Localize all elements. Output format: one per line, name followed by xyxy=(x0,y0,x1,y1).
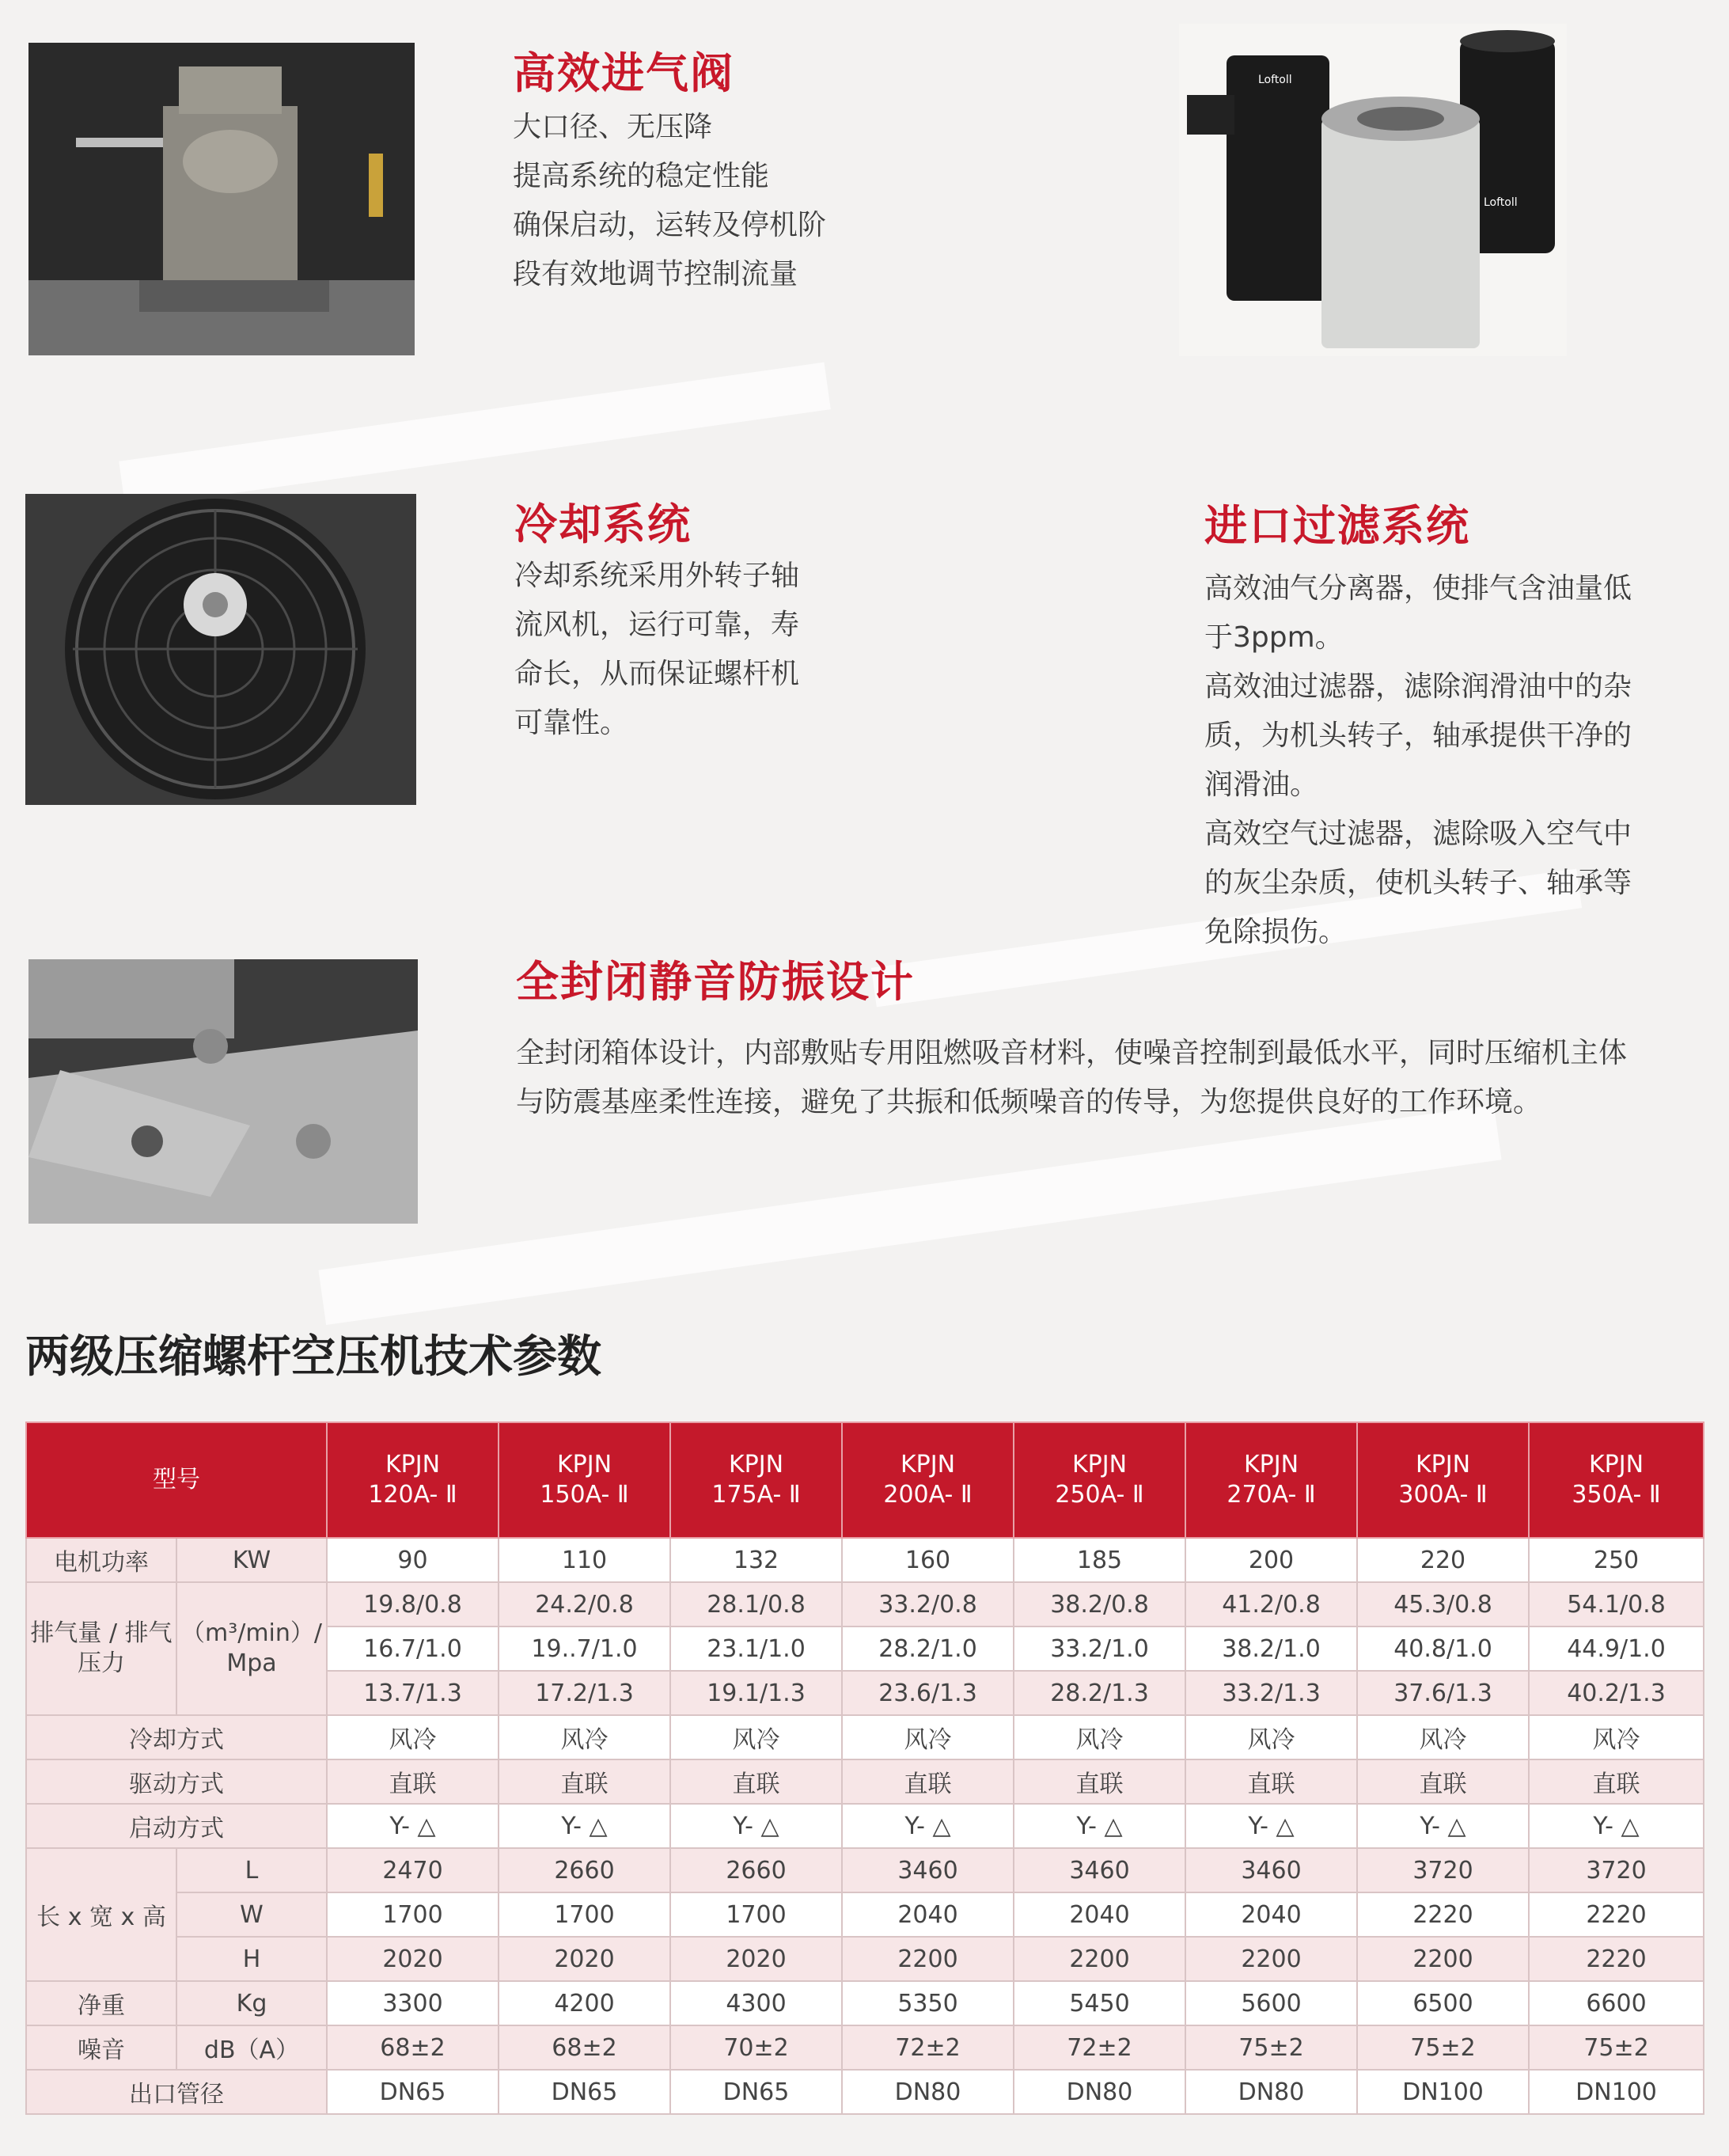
table-cell: DN100 xyxy=(1529,2070,1704,2114)
model-header: KPJN 200A- Ⅱ xyxy=(842,1422,1014,1538)
table-cell: 200 xyxy=(1185,1538,1357,1582)
table-cell: 44.9/1.0 xyxy=(1529,1626,1704,1671)
text-line: 大口径、无压降 xyxy=(513,111,713,143)
table-row-flow xyxy=(26,1582,1704,1626)
table-cell: 45.3/0.8 xyxy=(1357,1582,1529,1626)
table-row-noise xyxy=(26,2025,1704,2070)
model-header: KPJN 175A- Ⅱ xyxy=(670,1422,842,1538)
text-line: 确保启动，运转及停机阶 xyxy=(513,209,827,241)
model-header-label: 型号 xyxy=(26,1422,327,1538)
model-header: KPJN 150A- Ⅱ xyxy=(499,1422,670,1538)
table-cell: 33.2/1.0 xyxy=(1014,1626,1185,1671)
table-cell: Y- △ xyxy=(327,1804,499,1848)
table-row-dims-l xyxy=(26,1848,1704,1892)
text-line: 高效油气分离器，使排气含油量低 xyxy=(1204,572,1632,605)
table-row-power xyxy=(26,1538,1704,1582)
table-cell: 68±2 xyxy=(327,2025,499,2070)
table-cell: 直联 xyxy=(1185,1759,1357,1804)
table-cell: 2660 xyxy=(670,1848,842,1892)
table-cell: 2200 xyxy=(1014,1937,1185,1981)
table-cell: 2200 xyxy=(1357,1937,1529,1981)
table-cell: 40.2/1.3 xyxy=(1529,1671,1704,1715)
text-line: 全封闭箱体设计，内部敷贴专用阻燃吸音材料，使噪音控制到最低水平，同时压缩机主体 xyxy=(516,1037,1628,1069)
text-line: 于3ppm。 xyxy=(1204,621,1344,654)
table-cell: 70±2 xyxy=(670,2025,842,2070)
text-line: 的灰尘杂质，使机头转子、轴承等 xyxy=(1204,867,1632,899)
table-cell: 风冷 xyxy=(1185,1715,1357,1759)
table-cell: 23.1/1.0 xyxy=(670,1626,842,1671)
table-cell: Y- △ xyxy=(1185,1804,1357,1848)
table-cell: 2200 xyxy=(842,1937,1014,1981)
table-cell: 1700 xyxy=(670,1892,842,1937)
table-cell: DN100 xyxy=(1357,2070,1529,2114)
table-cell: 风冷 xyxy=(327,1715,499,1759)
table-cell: Y- △ xyxy=(499,1804,670,1848)
silent-design-text xyxy=(516,1029,1627,1127)
row-label: 排气量 / 排气压力 xyxy=(26,1582,176,1715)
model-header: KPJN 270A- Ⅱ xyxy=(1185,1422,1357,1538)
model-header: KPJN 350A- Ⅱ xyxy=(1529,1422,1704,1538)
table-cell: 2470 xyxy=(327,1848,499,1892)
model-header-row xyxy=(26,1422,1704,1538)
table-cell: 16.7/1.0 xyxy=(327,1626,499,1671)
table-row-dims-h xyxy=(26,1937,1704,1981)
silent-design-title: 全封闭静音防振设计 xyxy=(516,957,915,1007)
text-line: 提高系统的稳定性能 xyxy=(513,160,770,192)
filtration-system-text xyxy=(1204,564,1632,957)
table-cell: Y- △ xyxy=(1014,1804,1185,1848)
table-cell: 5600 xyxy=(1185,1981,1357,2025)
table-cell: DN80 xyxy=(1185,2070,1357,2114)
intake-valve-title: 高效进气阀 xyxy=(513,48,734,98)
table-cell: 风冷 xyxy=(1357,1715,1529,1759)
spec-table xyxy=(25,1422,1704,2115)
table-cell: 90 xyxy=(327,1538,499,1582)
table-cell: Y- △ xyxy=(842,1804,1014,1848)
row-unit: KW xyxy=(176,1538,327,1582)
row-label: 长 x 宽 x 高 xyxy=(26,1848,176,1981)
table-cell: 72±2 xyxy=(1014,2025,1185,2070)
table-cell: 直联 xyxy=(499,1759,670,1804)
table-cell: 24.2/0.8 xyxy=(499,1582,670,1626)
table-cell: 33.2/1.3 xyxy=(1185,1671,1357,1715)
table-row-weight xyxy=(26,1981,1704,2025)
table-cell: 6500 xyxy=(1357,1981,1529,2025)
table-cell: Y- △ xyxy=(670,1804,842,1848)
table-cell: 54.1/0.8 xyxy=(1529,1582,1704,1626)
table-cell: 3300 xyxy=(327,1981,499,2025)
table-cell: 3460 xyxy=(842,1848,1014,1892)
table-cell: 直联 xyxy=(1014,1759,1185,1804)
model-header: KPJN 120A- Ⅱ xyxy=(327,1422,499,1538)
table-cell: 3460 xyxy=(1014,1848,1185,1892)
table-cell: 250 xyxy=(1529,1538,1704,1582)
spec-table-title: 两级压缩螺杆空压机技术参数 xyxy=(25,1331,601,1383)
filter-brand-label-1: Loftoll xyxy=(1258,74,1292,86)
table-cell: DN80 xyxy=(1014,2070,1185,2114)
table-cell: 风冷 xyxy=(670,1715,842,1759)
table-cell: Y- △ xyxy=(1529,1804,1704,1848)
table-cell: 直联 xyxy=(842,1759,1014,1804)
background-streak xyxy=(119,362,831,509)
table-cell: 160 xyxy=(842,1538,1014,1582)
background-streak xyxy=(318,1105,1501,1325)
table-cell: 28.2/1.3 xyxy=(1014,1671,1185,1715)
cooling-system-text xyxy=(514,552,799,748)
table-cell: 40.8/1.0 xyxy=(1357,1626,1529,1671)
cooling-system-title: 冷却系统 xyxy=(514,499,692,549)
table-cell: 2200 xyxy=(1185,1937,1357,1981)
text-line: 流风机，运行可靠，寿 xyxy=(514,609,800,641)
table-cell: 5450 xyxy=(1014,1981,1185,2025)
row-label: 电机功率 xyxy=(26,1538,176,1582)
table-cell: 33.2/0.8 xyxy=(842,1582,1014,1626)
row-unit: （m³/min）/ Mpa xyxy=(176,1582,327,1715)
table-cell: 直联 xyxy=(1529,1759,1704,1804)
text-line: 润滑油。 xyxy=(1204,769,1319,801)
text-line: 冷却系统采用外转子轴 xyxy=(514,560,800,592)
table-cell: 风冷 xyxy=(1014,1715,1185,1759)
table-cell: 2660 xyxy=(499,1848,670,1892)
table-cell: 220 xyxy=(1357,1538,1529,1582)
table-cell: 2040 xyxy=(1014,1892,1185,1937)
table-cell: 2020 xyxy=(327,1937,499,1981)
model-header: KPJN 300A- Ⅱ xyxy=(1357,1422,1529,1538)
table-cell: 75±2 xyxy=(1357,2025,1529,2070)
table-cell: 1700 xyxy=(499,1892,670,1937)
text-line: 高效空气过滤器，滤除吸入空气中 xyxy=(1204,818,1632,850)
row-unit: W xyxy=(176,1892,327,1937)
row-label: 驱动方式 xyxy=(26,1759,327,1804)
table-cell: 3720 xyxy=(1357,1848,1529,1892)
text-line: 高效油过滤器，滤除润滑油中的杂 xyxy=(1204,670,1632,703)
table-row-cooling xyxy=(26,1715,1704,1759)
text-line: 段有效地调节控制流量 xyxy=(513,258,798,290)
row-label: 净重 xyxy=(26,1981,176,2025)
table-cell: 4200 xyxy=(499,1981,670,2025)
table-cell: 19..7/1.0 xyxy=(499,1626,670,1671)
table-cell: 75±2 xyxy=(1185,2025,1357,2070)
table-cell: 17.2/1.3 xyxy=(499,1671,670,1715)
table-cell: 72±2 xyxy=(842,2025,1014,2070)
table-cell: 2220 xyxy=(1529,1892,1704,1937)
row-label: 启动方式 xyxy=(26,1804,327,1848)
table-cell: 38.2/1.0 xyxy=(1185,1626,1357,1671)
table-cell: 风冷 xyxy=(1529,1715,1704,1759)
damper-photo xyxy=(28,959,418,1224)
table-row-start xyxy=(26,1804,1704,1848)
table-cell: 2220 xyxy=(1357,1892,1529,1937)
table-row-drive xyxy=(26,1759,1704,1804)
row-unit: L xyxy=(176,1848,327,1892)
row-label: 冷却方式 xyxy=(26,1715,327,1759)
table-cell: DN65 xyxy=(327,2070,499,2114)
table-cell: 2220 xyxy=(1529,1937,1704,1981)
table-cell: 5350 xyxy=(842,1981,1014,2025)
table-cell: 2020 xyxy=(499,1937,670,1981)
table-cell: 28.2/1.0 xyxy=(842,1626,1014,1671)
table-cell: Y- △ xyxy=(1357,1804,1529,1848)
table-row-outlet xyxy=(26,2070,1704,2114)
table-cell: 185 xyxy=(1014,1538,1185,1582)
table-cell: 2020 xyxy=(670,1937,842,1981)
row-unit: Kg xyxy=(176,1981,327,2025)
row-unit: dB（A） xyxy=(176,2025,327,2070)
table-cell: 132 xyxy=(670,1538,842,1582)
table-cell: DN80 xyxy=(842,2070,1014,2114)
table-cell: 13.7/1.3 xyxy=(327,1671,499,1715)
table-cell: 23.6/1.3 xyxy=(842,1671,1014,1715)
text-line: 免除损伤。 xyxy=(1204,916,1348,948)
table-cell: 3460 xyxy=(1185,1848,1357,1892)
filter-brand-label-2: Loftoll xyxy=(1484,196,1518,209)
table-cell: 19.8/0.8 xyxy=(327,1582,499,1626)
table-cell: 37.6/1.3 xyxy=(1357,1671,1529,1715)
table-cell: 2040 xyxy=(842,1892,1014,1937)
cooling-fan-photo xyxy=(25,494,416,805)
table-cell: 41.2/0.8 xyxy=(1185,1582,1357,1626)
table-cell: 风冷 xyxy=(499,1715,670,1759)
table-cell: 6600 xyxy=(1529,1981,1704,2025)
text-line: 质，为机头转子，轴承提供干净的 xyxy=(1204,719,1632,752)
intake-valve-photo xyxy=(28,43,415,355)
table-cell: 直联 xyxy=(327,1759,499,1804)
text-line: 命长，从而保证螺杆机 xyxy=(514,658,800,690)
filtration-system-title: 进口过滤系统 xyxy=(1204,501,1470,551)
table-cell: 2040 xyxy=(1185,1892,1357,1937)
model-header: KPJN 250A- Ⅱ xyxy=(1014,1422,1185,1538)
filters-photo xyxy=(1179,24,1567,356)
table-cell: 38.2/0.8 xyxy=(1014,1582,1185,1626)
table-cell: 19.1/1.3 xyxy=(670,1671,842,1715)
row-unit: H xyxy=(176,1937,327,1981)
table-cell: 直联 xyxy=(1357,1759,1529,1804)
table-cell: DN65 xyxy=(499,2070,670,2114)
table-row-dims-w xyxy=(26,1892,1704,1937)
table-cell: 1700 xyxy=(327,1892,499,1937)
table-cell: 75±2 xyxy=(1529,2025,1704,2070)
table-cell: 110 xyxy=(499,1538,670,1582)
table-cell: 风冷 xyxy=(842,1715,1014,1759)
row-label: 出口管径 xyxy=(26,2070,327,2114)
text-line: 与防震基座柔性连接，避免了共振和低频噪音的传导，为您提供良好的工作环境。 xyxy=(516,1086,1542,1118)
table-cell: 68±2 xyxy=(499,2025,670,2070)
row-label: 噪音 xyxy=(26,2025,176,2070)
table-cell: 28.1/0.8 xyxy=(670,1582,842,1626)
table-cell: DN65 xyxy=(670,2070,842,2114)
text-line: 可靠性。 xyxy=(514,707,629,739)
table-cell: 直联 xyxy=(670,1759,842,1804)
table-cell: 3720 xyxy=(1529,1848,1704,1892)
table-cell: 4300 xyxy=(670,1981,842,2025)
intake-valve-text xyxy=(513,103,826,299)
